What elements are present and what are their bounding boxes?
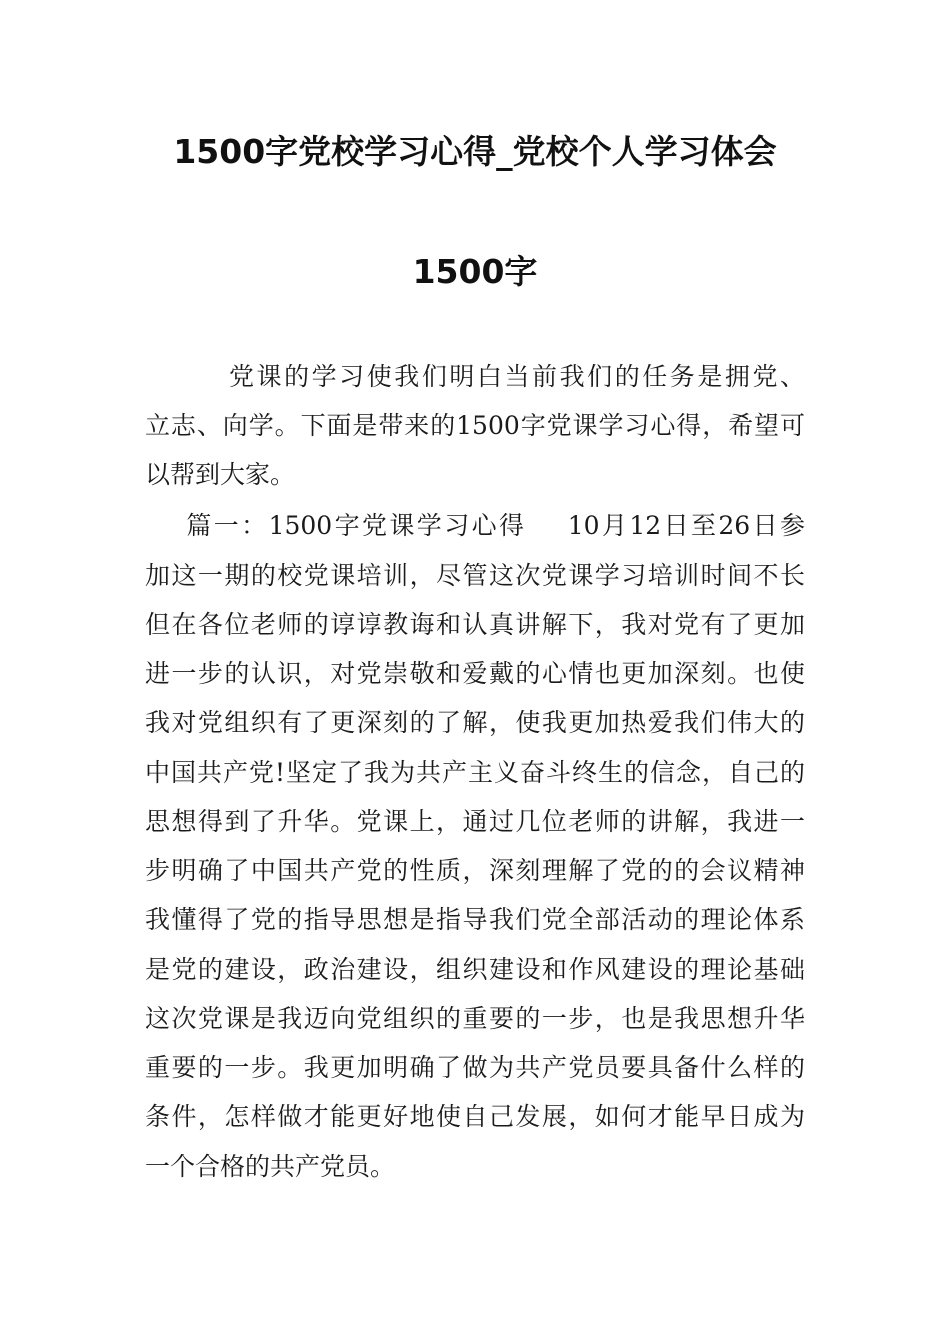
article-line: 我懂得了党的指导思想是指导我们党全部活动的理论体系 — [145, 905, 805, 934]
intro-line: 党课的学习使我们明白当前我们的任务是拥党、 — [145, 362, 805, 391]
article-line: 一个合格的共产党员。 — [145, 1152, 396, 1181]
intro-line: 以帮到大家。 — [145, 460, 296, 489]
document-title-line-2: 1500字 — [412, 252, 538, 291]
article-line: 是党的建设，政治建设，组织建设和作风建设的理论基础 — [145, 955, 805, 984]
article-line: 进一步的认识，对党崇敬和爱戴的心情也更加深刻。也使 — [145, 659, 805, 688]
article-line: 我对党组织有了更深刻的了解，使我更加热爱我们伟大的 — [145, 708, 805, 737]
article-line: 步明确了中国共产党的性质，深刻理解了党的的会议精神 — [145, 856, 805, 885]
article-line: 中国共产党!坚定了我为共产主义奋斗终生的信念，自己的 — [145, 758, 805, 787]
article-line: 这次党课是我迈向党组织的重要的一步，也是我思想升华 — [145, 1004, 805, 1033]
document-title-line-1: 1500字党校学习心得_党校个人学习体会 — [173, 132, 777, 171]
article-line: 加这一期的校党课培训，尽管这次党课学习培训时间不长 — [145, 561, 805, 590]
intro-line: 立志、向学。下面是带来的1500字党课学习心得，希望可 — [145, 411, 805, 440]
article-line: 思想得到了升华。党课上，通过几位老师的讲解，我进一 — [145, 807, 805, 836]
article-line: 条件，怎样做才能更好地使自己发展，如何才能早日成为 — [145, 1102, 805, 1131]
article-line: 但在各位老师的谆谆教诲和认真讲解下，我对党有了更加 — [145, 610, 805, 639]
article-line: 重要的一步。我更加明确了做为共产党员要具备什么样的 — [145, 1053, 805, 1082]
article-line: 篇一：1500字党课学习心得 10月12日至26日参 — [145, 511, 805, 540]
